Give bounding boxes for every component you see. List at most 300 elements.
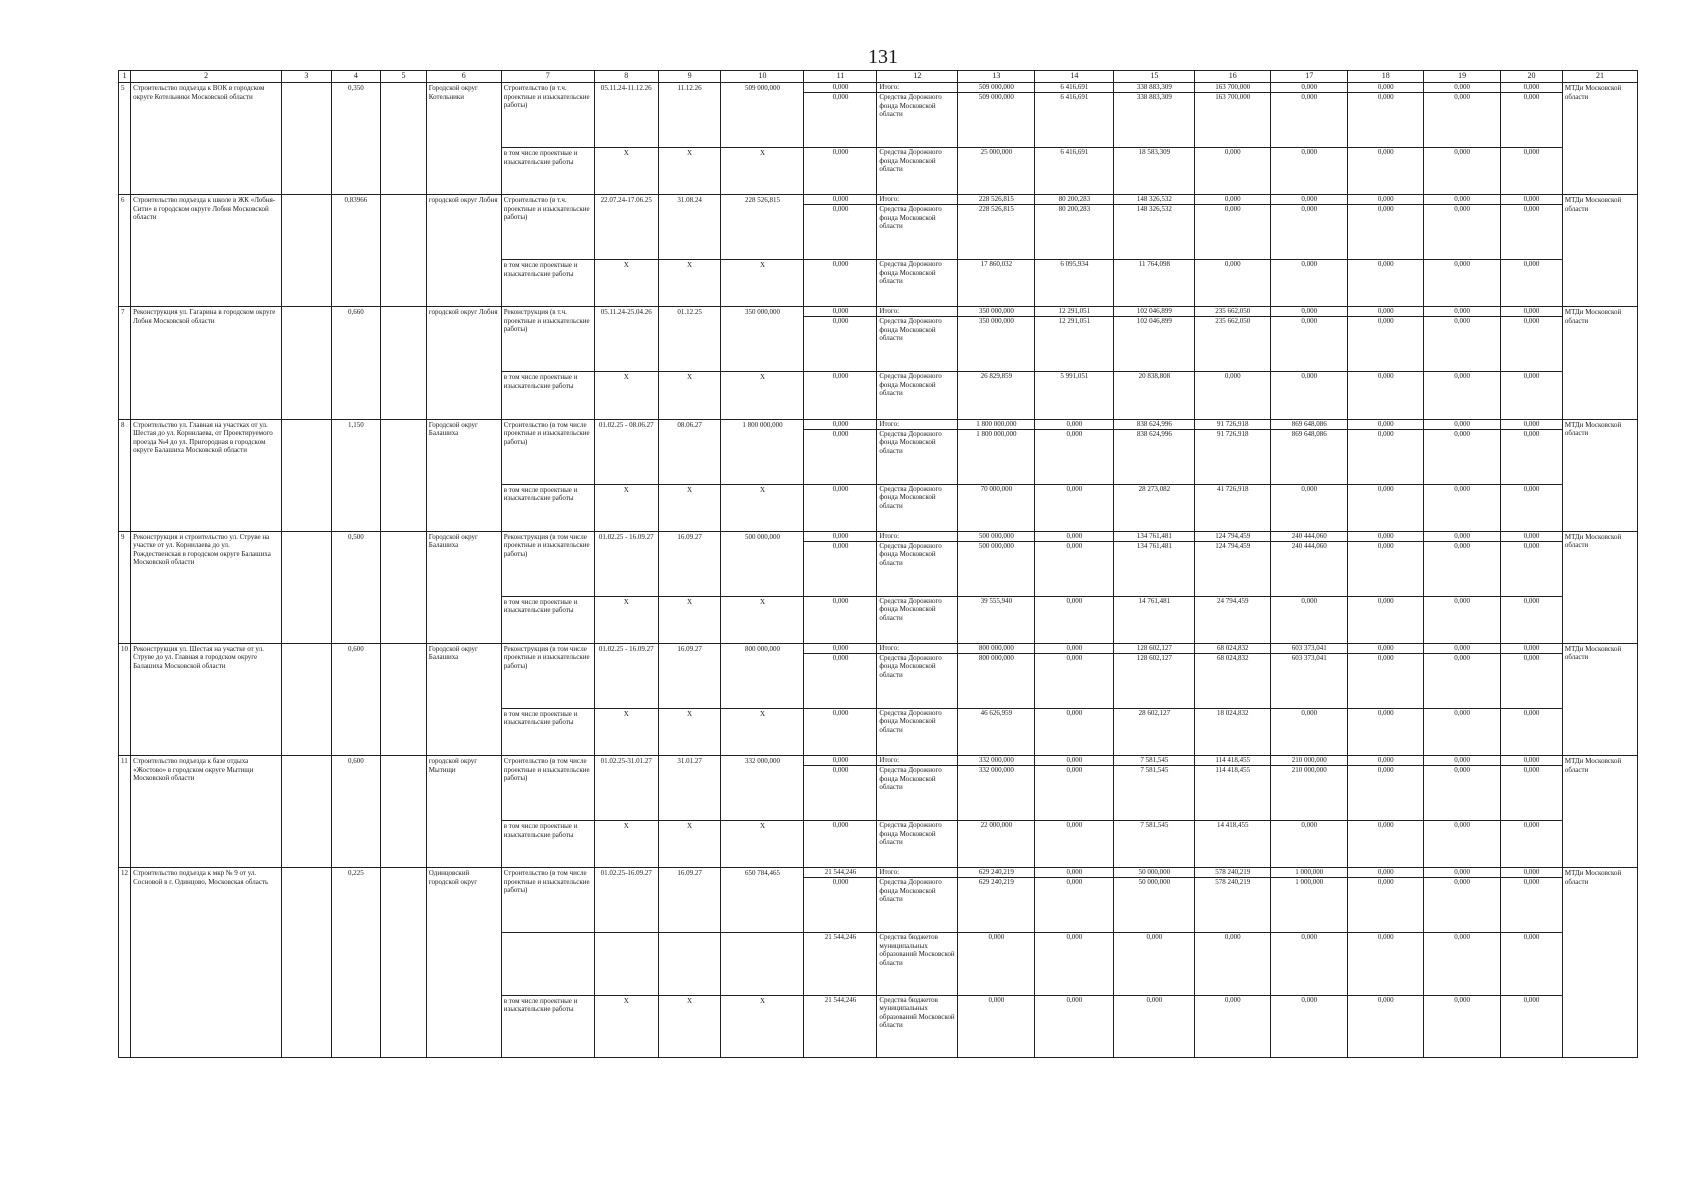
column-number: 19 (1424, 71, 1501, 83)
funding-value-col-18 (1348, 933, 1424, 995)
funding-value-col-14 (1035, 596, 1114, 643)
funding-value: 0,000 (1066, 541, 1083, 550)
completion-date: X (658, 484, 721, 531)
responsible-body: МТДи Московской области (1562, 419, 1637, 531)
work-type: Реконструкция (в том числе проектные и изыскательские работы) (501, 643, 594, 708)
column-5 (381, 756, 427, 868)
estimated-cost: 228 526,815 (721, 195, 804, 260)
funding-value: 1 000,000 (1271, 868, 1347, 878)
row-number: 10 (119, 643, 131, 755)
funding-value-col-15 (1114, 596, 1195, 643)
funding-value: 0,000 (1066, 821, 1083, 830)
funding-value-col-18 (1348, 484, 1424, 531)
funding-value-col-20 (1501, 933, 1563, 995)
funding-value-col-17 (1271, 148, 1348, 195)
funding-value-col-16 (1195, 372, 1271, 419)
funding-value: 0,000 (1523, 484, 1540, 493)
funding-value: 0,000 (1454, 429, 1470, 438)
funding-value-col-15 (1114, 995, 1195, 1057)
financed-amount (804, 821, 877, 868)
funding-value: 0,000 (1424, 420, 1500, 430)
funding-value: 509 000,000 (978, 93, 1014, 101)
column-number: 13 (958, 71, 1035, 83)
funding-value: 240 444,060 (1271, 532, 1347, 542)
column-3 (282, 195, 332, 307)
funding-value-col-16 (1195, 933, 1271, 995)
funding-value-col-14 (1035, 531, 1114, 596)
funding-source-label: Средства бюджетов муниципальных образований Московской области (879, 933, 955, 967)
funding-source (877, 643, 958, 708)
funding-value-col-20 (1501, 307, 1563, 372)
funding-value: 578 240,219 (1195, 868, 1270, 878)
funding-value: 0,000 (1523, 708, 1540, 717)
funding-value: 134 761,481 (1136, 541, 1172, 550)
funding-value-col-20 (1501, 531, 1563, 596)
funding-value: 25 000,000 (980, 148, 1013, 156)
funding-value: 0,000 (1454, 205, 1470, 214)
funding-value: 500 000,000 (958, 532, 1034, 542)
funding-source (877, 995, 958, 1057)
funding-value: 0,000 (1377, 878, 1394, 887)
funding-value: 0,000 (1424, 307, 1500, 317)
funding-value: 228 526,815 (978, 205, 1014, 214)
funding-value: 80 200,283 (1035, 195, 1113, 205)
funding-value-col-16 (1195, 756, 1271, 821)
funding-value-col-18 (1348, 83, 1424, 148)
funding-value: 124 794,459 (1215, 541, 1251, 550)
funding-value: 350 000,000 (958, 307, 1034, 317)
column-number: 17 (1271, 71, 1348, 83)
funding-value-col-18 (1348, 372, 1424, 419)
work-dates: 01.02.25 - 16.09.27 (594, 643, 658, 708)
funding-value-col-14 (1035, 821, 1114, 868)
work-type: в том числе проектные и изыскательские работы (501, 148, 594, 195)
funding-source-label: Итого: (877, 307, 957, 317)
funding-source-label: Средства Дорожного фонда Московской области (879, 821, 942, 847)
financed-amount (804, 419, 877, 484)
table-row (119, 643, 1638, 708)
funding-value: 0,000 (1348, 195, 1423, 205)
funding-value-col-13 (958, 596, 1035, 643)
funding-value: 838 624,996 (1114, 420, 1194, 430)
funding-value: 350 000,000 (978, 317, 1014, 326)
funding-source (877, 372, 958, 419)
object-name: Строительство ул. Главная на участках от ул. Шестая до ул. Корнилаева, от Проектируемого проезда №4 до ул. Пригородная в городском округе Балашиха Московской области (131, 419, 282, 531)
row-number: 9 (119, 531, 131, 643)
funding-value-col-17 (1271, 868, 1348, 933)
funding-value: 0,000 (1501, 756, 1562, 766)
work-dates: X (594, 372, 658, 419)
column-number: 18 (1348, 71, 1424, 83)
funding-value: 0,000 (1523, 653, 1540, 662)
territory: Городской округ Балашиха (426, 419, 501, 531)
financed-value: 0,000 (804, 756, 876, 766)
funding-value-col-19 (1424, 995, 1501, 1057)
funding-value: 0,000 (1454, 933, 1470, 942)
funding-value-col-20 (1501, 756, 1563, 821)
funding-value: 0,000 (1348, 644, 1423, 654)
funding-value-col-15 (1114, 307, 1195, 372)
funding-value: 0,000 (1454, 878, 1470, 887)
estimated-cost: X (721, 484, 804, 531)
road-length: 0,600 (331, 643, 381, 755)
funding-value: 210 000,000 (1271, 756, 1347, 766)
funding-value: 0,000 (1224, 148, 1241, 156)
funding-value-col-15 (1114, 195, 1195, 260)
financed-value: 0,000 (832, 429, 849, 438)
funding-source-label: Средства Дорожного фонда Московской области (879, 205, 942, 231)
funding-value-col-18 (1348, 995, 1424, 1057)
funding-value-col-14 (1035, 868, 1114, 933)
funding-value-col-17 (1271, 260, 1348, 307)
funding-value-col-18 (1348, 821, 1424, 868)
funding-value-col-14 (1035, 195, 1114, 260)
work-dates: X (594, 821, 658, 868)
column-5 (381, 868, 427, 1058)
funding-value-col-20 (1501, 995, 1563, 1057)
funding-value: 41 726,918 (1217, 484, 1249, 493)
financed-value: 0,000 (832, 653, 849, 662)
funding-value: 0,000 (1454, 317, 1470, 326)
funding-value: 70 000,000 (980, 484, 1013, 493)
funding-value-col-19 (1424, 708, 1501, 755)
completion-date: 08.06.27 (658, 419, 721, 484)
funding-value: 0,000 (988, 995, 1005, 1004)
estimated-cost: X (721, 821, 804, 868)
funding-source-label: Средства Дорожного фонда Московской области (879, 653, 942, 679)
column-5 (381, 419, 427, 531)
funding-value-col-17 (1271, 708, 1348, 755)
funding-value-col-15 (1114, 868, 1195, 933)
funding-value: 0,000 (1523, 541, 1540, 550)
funding-value: 0,000 (1377, 933, 1394, 942)
funding-value: 0,000 (1348, 756, 1423, 766)
financed-value: 21 544,246 (824, 933, 857, 942)
funding-value-col-20 (1501, 868, 1563, 933)
work-type: Строительство (в том числе проектные и изыскательские работы) (501, 868, 594, 933)
funding-value: 163 700,000 (1195, 83, 1270, 93)
funding-value-col-20 (1501, 596, 1563, 643)
funding-value: 0,000 (1271, 195, 1347, 205)
funding-value: 0,000 (1523, 93, 1540, 101)
funding-value: 0,000 (1424, 756, 1500, 766)
work-type: в том числе проектные и изыскательские работы (501, 484, 594, 531)
funding-value: 0,000 (1523, 205, 1540, 214)
column-3 (282, 643, 332, 755)
object-name: Реконструкция и строительство ул. Струве на участке от ул. Корнилаева до ул. Рождественская в городском округе Балашиха Московской области (131, 531, 282, 643)
funding-value: 0,000 (1066, 933, 1083, 942)
funding-value: 0,000 (1035, 532, 1113, 542)
funding-value: 102 046,899 (1114, 307, 1194, 317)
financed-value: 0,000 (804, 532, 876, 542)
funding-value-col-15 (1114, 821, 1195, 868)
funding-value: 0,000 (1377, 317, 1394, 326)
funding-value-col-17 (1271, 484, 1348, 531)
work-dates: 22.07.24-17.06.25 (594, 195, 658, 260)
financed-value: 0,000 (804, 644, 876, 654)
work-dates: 01.02.25-16.09.27 (594, 868, 658, 933)
funding-value: 0,000 (1377, 653, 1394, 662)
financed-amount (804, 83, 877, 148)
funding-value-col-13 (958, 307, 1035, 372)
work-dates: X (594, 260, 658, 307)
funding-value: 14 761,481 (1138, 596, 1171, 605)
funding-value: 0,000 (1454, 708, 1470, 717)
work-type: Строительство (в том числе проектные и изыскательские работы) (501, 756, 594, 821)
column-number: 7 (501, 71, 594, 83)
funding-source (877, 419, 958, 484)
column-5 (381, 195, 427, 307)
financed-amount (804, 195, 877, 260)
funding-value-col-15 (1114, 484, 1195, 531)
funding-value-col-17 (1271, 531, 1348, 596)
funding-value: 0,000 (1454, 93, 1470, 101)
funding-value: 7 581,545 (1140, 821, 1169, 830)
funding-value-col-19 (1424, 148, 1501, 195)
object-name: Строительство подъезда к мкр № 9 от ул. Сосновой в г. Одинцово, Московская область (131, 868, 282, 1058)
funding-source-label: Итого: (877, 532, 957, 542)
completion-date (658, 933, 721, 995)
work-dates: X (594, 995, 658, 1057)
financed-value: 0,000 (832, 821, 849, 830)
funding-value: 0,000 (1377, 429, 1394, 438)
funding-value: 26 829,859 (980, 372, 1013, 381)
funding-value: 0,000 (1348, 420, 1423, 430)
financed-value: 0,000 (832, 372, 849, 381)
funding-value-col-16 (1195, 83, 1271, 148)
funding-value: 0,000 (1066, 995, 1083, 1004)
estimated-cost: 350 000,000 (721, 307, 804, 372)
row-number: 12 (119, 868, 131, 1058)
column-number: 14 (1035, 71, 1114, 83)
financed-value: 0,000 (832, 484, 849, 493)
funding-value-col-20 (1501, 260, 1563, 307)
funding-value: 0,000 (988, 933, 1005, 942)
estimated-cost: 500 000,000 (721, 531, 804, 596)
funding-value: 0,000 (1301, 317, 1318, 326)
funding-value-col-19 (1424, 643, 1501, 708)
funding-value-col-13 (958, 372, 1035, 419)
work-type: Строительство (в т.ч. проектные и изыскательские работы) (501, 83, 594, 148)
funding-value-col-17 (1271, 596, 1348, 643)
work-dates: 05.11.24-25.04.26 (594, 307, 658, 372)
funding-source (877, 868, 958, 933)
funding-value-col-13 (958, 419, 1035, 484)
responsible-body: МТДи Московской области (1562, 83, 1637, 195)
column-5 (381, 531, 427, 643)
funding-value-col-13 (958, 643, 1035, 708)
funding-source-label: Средства Дорожного фонда Московской области (879, 148, 942, 173)
funding-value-col-20 (1501, 83, 1563, 148)
financed-value: 0,000 (832, 878, 849, 887)
funding-value: 869 648,086 (1291, 429, 1327, 438)
estimated-cost: X (721, 148, 804, 195)
estimated-cost: X (721, 708, 804, 755)
funding-value: 22 000,000 (980, 821, 1013, 830)
funding-value: 0,000 (1066, 429, 1083, 438)
financed-amount (804, 484, 877, 531)
financed-value: 0,000 (832, 541, 849, 550)
funding-value: 0,000 (1301, 148, 1318, 156)
funding-source-label: Средства Дорожного фонда Московской области (879, 260, 942, 286)
financed-amount (804, 708, 877, 755)
funding-value-col-18 (1348, 195, 1424, 260)
funding-value: 0,000 (1066, 653, 1083, 662)
funding-value: 0,000 (1377, 205, 1394, 214)
completion-date: X (658, 148, 721, 195)
funding-value: 332 000,000 (978, 766, 1014, 775)
work-type (501, 933, 594, 995)
funding-value-col-20 (1501, 148, 1563, 195)
funding-value: 0,000 (1377, 484, 1394, 493)
funding-value-col-18 (1348, 868, 1424, 933)
funding-value-col-14 (1035, 995, 1114, 1057)
funding-value: 0,000 (1146, 995, 1163, 1004)
funding-value-col-15 (1114, 419, 1195, 484)
funding-value-col-16 (1195, 995, 1271, 1057)
funding-value: 0,000 (1454, 821, 1470, 830)
funding-value: 0,000 (1377, 260, 1394, 269)
estimated-cost: X (721, 372, 804, 419)
funding-source-label: Итого: (877, 83, 957, 93)
road-length: 0,83966 (331, 195, 381, 307)
funding-value: 28 273,082 (1138, 484, 1171, 493)
funding-value: 0,000 (1224, 995, 1241, 1004)
funding-value-col-16 (1195, 419, 1271, 484)
funding-value-col-13 (958, 933, 1035, 995)
funding-value-col-19 (1424, 419, 1501, 484)
funding-source (877, 484, 958, 531)
funding-value: 800 000,000 (978, 653, 1014, 662)
road-length: 1,150 (331, 419, 381, 531)
column-number: 20 (1501, 71, 1563, 83)
work-type: Строительство (в т.ч. проектные и изыскательские работы) (501, 195, 594, 260)
funding-value: 0,000 (1501, 532, 1562, 542)
funding-value: 0,000 (1377, 821, 1394, 830)
funding-value: 0,000 (1454, 372, 1470, 381)
funding-value-col-14 (1035, 756, 1114, 821)
funding-value: 80 200,283 (1058, 205, 1091, 214)
funding-value-col-13 (958, 148, 1035, 195)
funding-value: 18 024,832 (1217, 708, 1249, 717)
funding-value: 0,000 (1301, 821, 1318, 830)
work-type: в том числе проектные и изыскательские работы (501, 995, 594, 1057)
funding-value: 0,000 (1454, 995, 1470, 1004)
funding-value: 12 291,051 (1058, 317, 1091, 326)
funding-value-col-20 (1501, 484, 1563, 531)
funding-value: 1 800 000,000 (976, 429, 1017, 438)
completion-date: 16.09.27 (658, 868, 721, 933)
column-number: 2 (131, 71, 282, 83)
funding-value-col-16 (1195, 484, 1271, 531)
funding-value: 0,000 (1066, 596, 1083, 605)
responsible-body: МТДи Московской области (1562, 868, 1637, 1058)
funding-value: 0,000 (1301, 933, 1318, 942)
funding-value-col-20 (1501, 372, 1563, 419)
funding-value: 0,000 (1271, 307, 1347, 317)
funding-value-col-16 (1195, 868, 1271, 933)
column-number: 5 (381, 71, 427, 83)
page-number: 131 (868, 46, 898, 68)
funding-value-col-14 (1035, 307, 1114, 372)
funding-source-label: Средства Дорожного фонда Московской области (879, 93, 942, 118)
funding-value-col-17 (1271, 419, 1348, 484)
work-dates: 01.02.25-31.01.27 (594, 756, 658, 821)
funding-value: 0,000 (1348, 307, 1423, 317)
financed-value: 0,000 (832, 260, 849, 269)
funding-value: 0,000 (1301, 708, 1318, 717)
column-3 (282, 868, 332, 1058)
funding-value: 114 418,455 (1215, 766, 1251, 775)
column-number: 8 (594, 71, 658, 83)
estimated-cost: 332 000,000 (721, 756, 804, 821)
funding-value: 629 240,219 (978, 878, 1014, 887)
funding-value: 7 581,545 (1140, 766, 1169, 775)
financed-amount (804, 372, 877, 419)
funding-value: 12 291,051 (1035, 307, 1113, 317)
funding-value-col-14 (1035, 419, 1114, 484)
funding-source-label: Средства Дорожного фонда Московской области (879, 429, 942, 455)
funding-source-label: Итого: (877, 644, 957, 654)
funding-value: 0,000 (1523, 372, 1540, 381)
financed-amount (804, 643, 877, 708)
funding-value-col-19 (1424, 484, 1501, 531)
estimated-cost: 509 000,000 (721, 83, 804, 148)
funding-value: 0,000 (1523, 260, 1540, 269)
estimated-cost: X (721, 260, 804, 307)
funding-value: 128 602,127 (1136, 653, 1172, 662)
funding-value: 0,000 (1301, 205, 1318, 214)
work-dates (594, 933, 658, 995)
funding-value: 0,000 (1377, 596, 1394, 605)
funding-value: 869 648,086 (1271, 420, 1347, 430)
funding-value-col-20 (1501, 708, 1563, 755)
funding-source-label: Итого: (877, 420, 957, 430)
funding-value-col-16 (1195, 148, 1271, 195)
funding-value: 0,000 (1523, 429, 1540, 438)
funding-value: 603 373,041 (1291, 653, 1327, 662)
funding-source (877, 531, 958, 596)
completion-date: 11.12.26 (658, 83, 721, 148)
funding-value: 91 726,918 (1217, 429, 1249, 438)
funding-source-label: Средства бюджетов муниципальных образований Московской области (879, 995, 955, 1030)
funding-value: 0,000 (1523, 766, 1540, 775)
table-row (119, 756, 1638, 821)
work-dates: 01.02.25 - 16.09.27 (594, 531, 658, 596)
funding-source-label: Средства Дорожного фонда Московской области (879, 541, 942, 567)
funding-value: 0,000 (1454, 596, 1470, 605)
funding-source (877, 821, 958, 868)
funding-source (877, 708, 958, 755)
funding-value-col-13 (958, 195, 1035, 260)
column-number: 6 (426, 71, 501, 83)
funding-value-col-19 (1424, 868, 1501, 933)
financed-value: 21 544,246 (824, 995, 857, 1004)
funding-value: 0,000 (1523, 596, 1540, 605)
column-number: 11 (804, 71, 877, 83)
funding-value: 124 794,459 (1195, 532, 1270, 542)
funding-value-col-17 (1271, 307, 1348, 372)
funding-source-label: Средства Дорожного фонда Московской области (879, 596, 942, 622)
completion-date: X (658, 995, 721, 1057)
funding-value: 0,000 (1066, 766, 1083, 775)
funding-value: 0,000 (1454, 766, 1470, 775)
funding-value: 0,000 (1195, 195, 1270, 205)
work-dates: 01.02.25 - 08.06.27 (594, 419, 658, 484)
funding-source-label: Средства Дорожного фонда Московской области (879, 484, 942, 510)
column-5 (381, 307, 427, 419)
funding-value: 0,000 (1035, 868, 1113, 878)
